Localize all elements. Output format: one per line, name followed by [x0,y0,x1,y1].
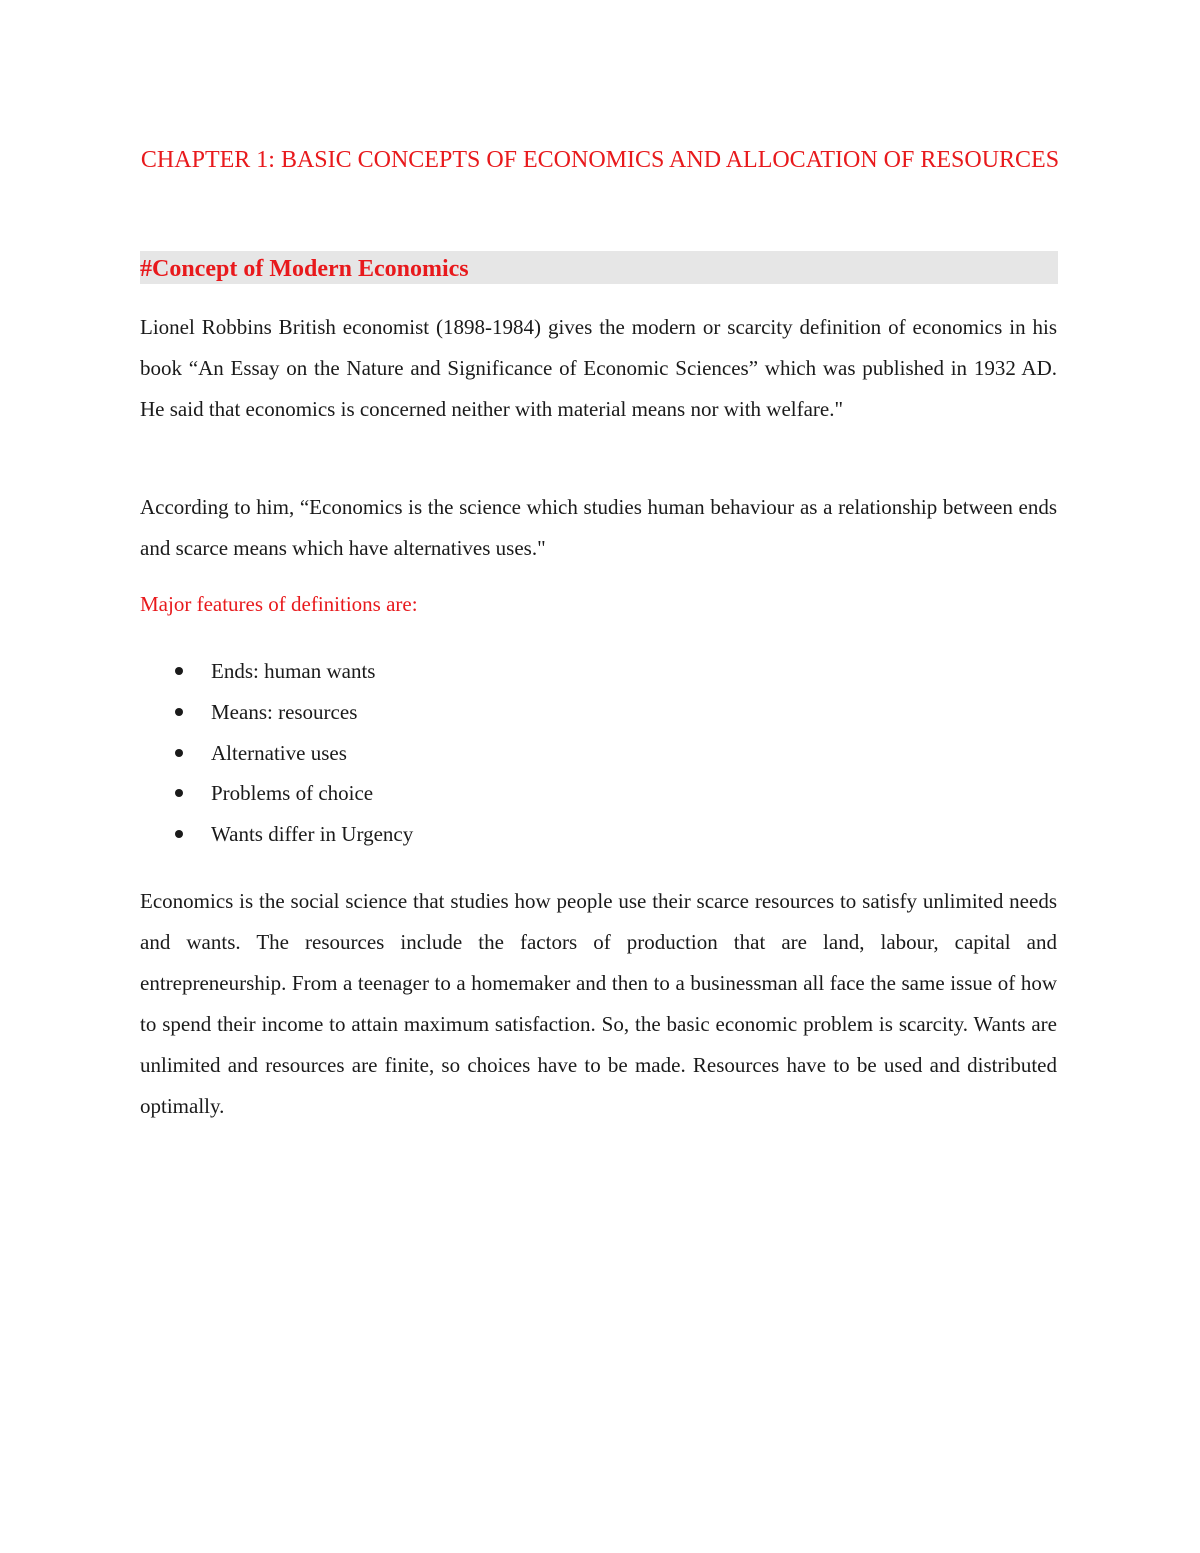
list-item-text: Means: resources [211,699,358,724]
bullet-icon [175,667,183,675]
paragraph-robbins-quote: According to him, “Economics is the science which studies human behaviour as a relationship between ends and scarce means which have alternatives uses." [140,495,1057,560]
bullet-icon [175,708,183,716]
chapter-title: CHAPTER 1: BASIC CONCEPTS OF ECONOMICS AND ALLOCATION OF RESOURCES [140,147,1060,173]
list-item-text: Ends: human wants [211,659,376,683]
list-item [0,692,413,733]
paragraph-robbins-definition: Lionel Robbins British economist (1898-1984) gives the modern or scarcity definition of economics in his book “An Essay on the Nature and Significance of Economic Sciences” which was published in 1932 AD. He said that economics is concerned neither with material means nor with welfare." [140,315,1057,421]
list-item-text: Wants differ in Urgency [211,822,414,846]
list-item [0,814,413,855]
section-heading: #Concept of Modern Economics [140,251,1058,284]
list-item [0,651,413,692]
list-item-text: Problems of choice [211,781,374,806]
bullet-icon [175,749,183,757]
paragraph-economics-scarcity: Economics is the social science that studies how people use their scarce resources to satisfy unlimited needs and wants. The resources include the factors of production that are land, labour, capital and entrepreneurship. From a teenager to a homemaker and then to a businessman all face the same issue of how to spend their income to attain maximum satisfaction. So, the basic economic problem is scarcity. Wants are unlimited and resources are finite, so choices have to be made. Resources have to be used and distributed optimally. [140,889,1057,1118]
bullet-icon [175,789,183,797]
list-item [0,773,413,814]
features-list [0,651,413,855]
features-label: Major features of definitions are: [140,592,418,616]
bullet-icon [175,830,183,838]
list-item-text: Alternative uses [211,740,347,765]
list-item [0,733,413,774]
